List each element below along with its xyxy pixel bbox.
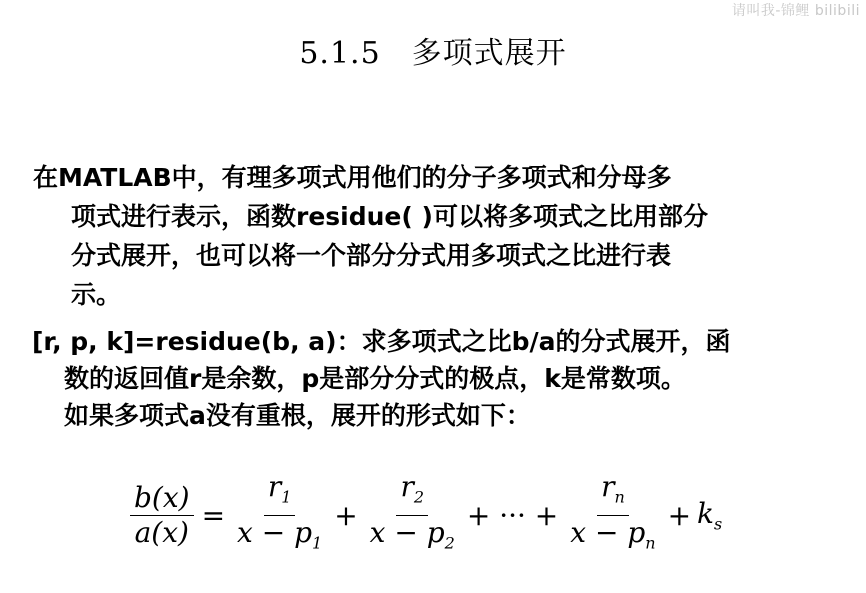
- plus-sign: +: [667, 498, 692, 532]
- ellipsis-terms: + ··· +: [466, 498, 559, 532]
- lhs-fraction: [130, 481, 194, 550]
- term-n-fraction: [566, 470, 659, 560]
- slide-title: 5.1.5 多项式展开: [299, 36, 567, 71]
- constant-term: $k_s$: [697, 496, 723, 534]
- term-2-denominator: $x - p_2$: [369, 515, 455, 553]
- plus-sign: +: [334, 498, 358, 532]
- paragraph-line: 数的返回值r是余数，p是部分分式的极点，k是常数项。: [64, 364, 686, 393]
- intro-paragraph: [33, 158, 833, 314]
- partial-fraction-formula: [128, 470, 722, 560]
- paragraph-line: 分式展开，也可以将一个部分分式用多项式之比进行表: [71, 241, 672, 270]
- term-1-numerator: $r_1$: [264, 470, 296, 516]
- term-2-numerator: $r_2$: [396, 470, 428, 516]
- paragraph-line: 示。: [71, 280, 122, 309]
- paragraph-line: 在MATLAB中，有理多项式用他们的分子多项式和分母多: [33, 163, 672, 192]
- residue-paragraph: [32, 323, 832, 434]
- paragraph-line: [r, p, k]=residue(b, a)：求多项式之比b/a的分式展开，函: [32, 327, 731, 356]
- term-n-numerator: $r_n$: [597, 470, 629, 516]
- paragraph-line: 如果多项式a没有重根，展开的形式如下：: [64, 401, 531, 430]
- lhs-denominator: a(x): [134, 515, 189, 549]
- watermark: 请叫我-锦鲤 bilibili: [731, 3, 860, 19]
- term-2-fraction: [366, 470, 459, 560]
- term-n-denominator: $x - p_n$: [570, 515, 656, 553]
- lhs-numerator: b(x): [130, 481, 194, 516]
- term-1-fraction: [233, 470, 326, 560]
- term-1-denominator: $x - p_1$: [237, 515, 323, 553]
- equals-sign: =: [201, 498, 226, 532]
- paragraph-line: 项式进行表示，函数residue( )可以将多项式之比用部分: [71, 202, 708, 231]
